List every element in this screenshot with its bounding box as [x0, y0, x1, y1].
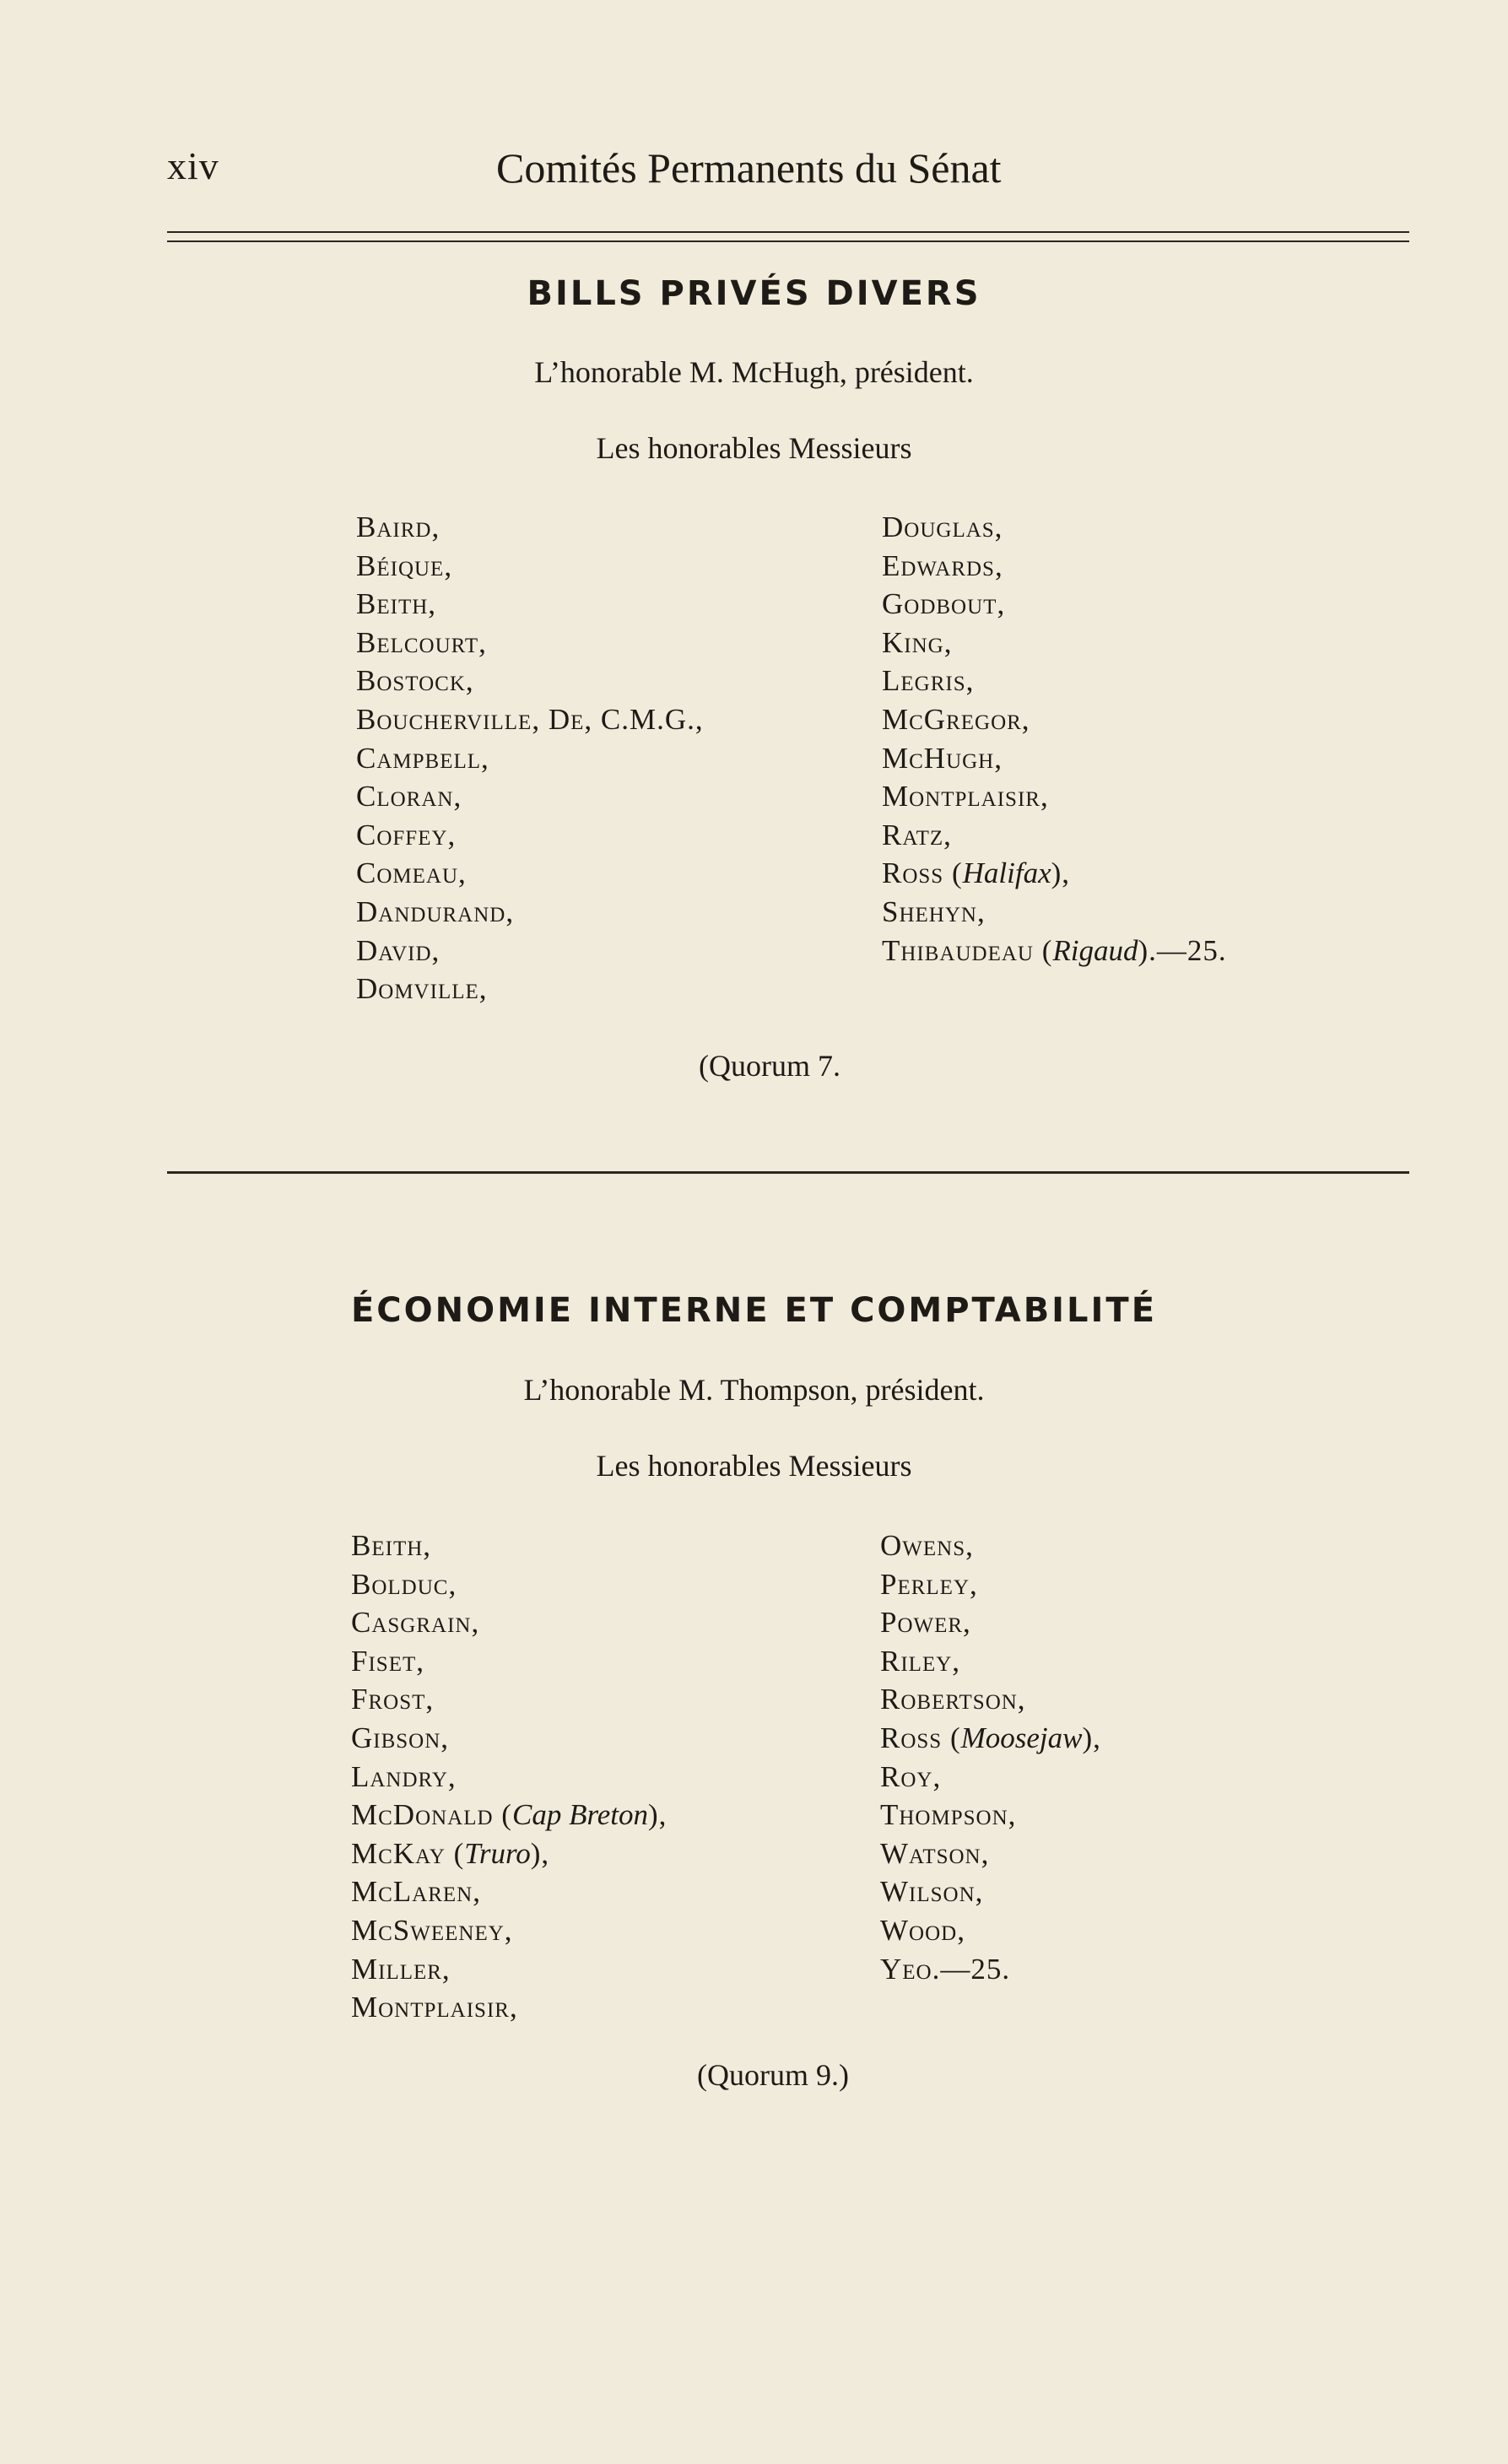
member-name: Edwards, — [882, 548, 1003, 582]
member-name: Miller, — [351, 1952, 451, 1986]
member-name: Beith, — [351, 1529, 432, 1562]
member-name: Comeau, — [356, 856, 467, 890]
member-name: McKay (Truro), — [351, 1836, 550, 1870]
section-divider-rule — [167, 1171, 1409, 1174]
member-name: McLaren, — [351, 1875, 481, 1909]
members-heading: Les honorables Messieurs — [596, 1449, 912, 1483]
page-number: xiv — [167, 144, 219, 187]
member-name: Thibaudeau (Rigaud).—25. — [882, 933, 1227, 967]
member-name: Wilson, — [880, 1875, 984, 1909]
quorum-note: (Quorum 7. — [699, 1049, 840, 1083]
member-name: Casgrain, — [351, 1606, 480, 1640]
member-name: Riley, — [880, 1644, 961, 1678]
members-left-column — [351, 1526, 667, 2027]
committee-title: BILLS PRIVÉS DIVERS — [527, 274, 981, 313]
member-name: Campbell, — [356, 741, 489, 775]
member-name: McHugh, — [882, 741, 1003, 775]
member-name: McGregor, — [882, 702, 1030, 736]
members-right-column — [880, 1526, 1101, 1988]
member-name: Béique, — [356, 548, 453, 582]
member-name: Shehyn, — [882, 894, 986, 928]
member-name: Bostock, — [356, 664, 474, 698]
member-name: Coffey, — [356, 818, 457, 851]
quorum-note: (Quorum 9.) — [697, 2058, 849, 2092]
header-double-rule — [167, 231, 1409, 242]
member-name: Bolduc, — [351, 1567, 457, 1601]
member-name: Baird, — [356, 511, 441, 543]
member-name: Wood, — [880, 1913, 965, 1947]
member-name: Douglas, — [882, 511, 1003, 543]
member-name: McSweeney, — [351, 1913, 513, 1947]
member-name: Cloran, — [356, 780, 462, 813]
running-title: Comités Permanents du Sénat — [496, 144, 1002, 192]
member-name: Yeo.—25. — [880, 1952, 1011, 1986]
member-name: Boucherville, De, C.M.G., — [356, 702, 704, 736]
member-name: Beith, — [356, 587, 437, 621]
member-name: Gibson, — [351, 1721, 450, 1754]
member-name: Montplaisir, — [882, 780, 1049, 813]
member-name: Perley, — [880, 1567, 978, 1601]
members-heading: Les honorables Messieurs — [596, 431, 912, 465]
member-name: Fiset, — [351, 1644, 424, 1678]
member-name: Frost, — [351, 1683, 435, 1716]
member-name: Domville, — [356, 972, 488, 1006]
committee-president: L’honorable M. McHugh, président. — [534, 355, 974, 389]
member-name: Legris, — [882, 664, 975, 698]
member-name: Godbout, — [882, 587, 1006, 621]
member-name: David, — [356, 933, 441, 967]
member-name: Ratz, — [882, 818, 952, 851]
member-name: Montplaisir, — [351, 1991, 518, 2024]
running-head — [167, 143, 1407, 194]
member-name: Belcourt, — [356, 625, 487, 659]
committee-president: L’honorable M. Thompson, président. — [523, 1373, 985, 1407]
member-name: Owens, — [880, 1529, 974, 1562]
member-name: Power, — [880, 1606, 971, 1640]
member-name: McDonald (Cap Breton), — [351, 1798, 668, 1832]
member-name: Ross (Moosejaw), — [880, 1721, 1101, 1754]
member-name: Roy, — [880, 1759, 942, 1793]
member-name: Robertson, — [880, 1683, 1026, 1716]
member-name: King, — [882, 625, 953, 659]
member-name: Ross (Halifax), — [882, 856, 1071, 890]
committee-title: ÉCONOMIE INTERNE ET COMPTABILITÉ — [350, 1291, 1158, 1330]
members-right-column — [882, 508, 1227, 970]
member-name: Landry, — [351, 1759, 457, 1793]
member-name: Thompson, — [880, 1798, 1017, 1832]
member-name: Dandurand, — [356, 894, 515, 928]
member-name: Watson, — [880, 1836, 990, 1870]
members-left-column — [356, 508, 704, 1008]
